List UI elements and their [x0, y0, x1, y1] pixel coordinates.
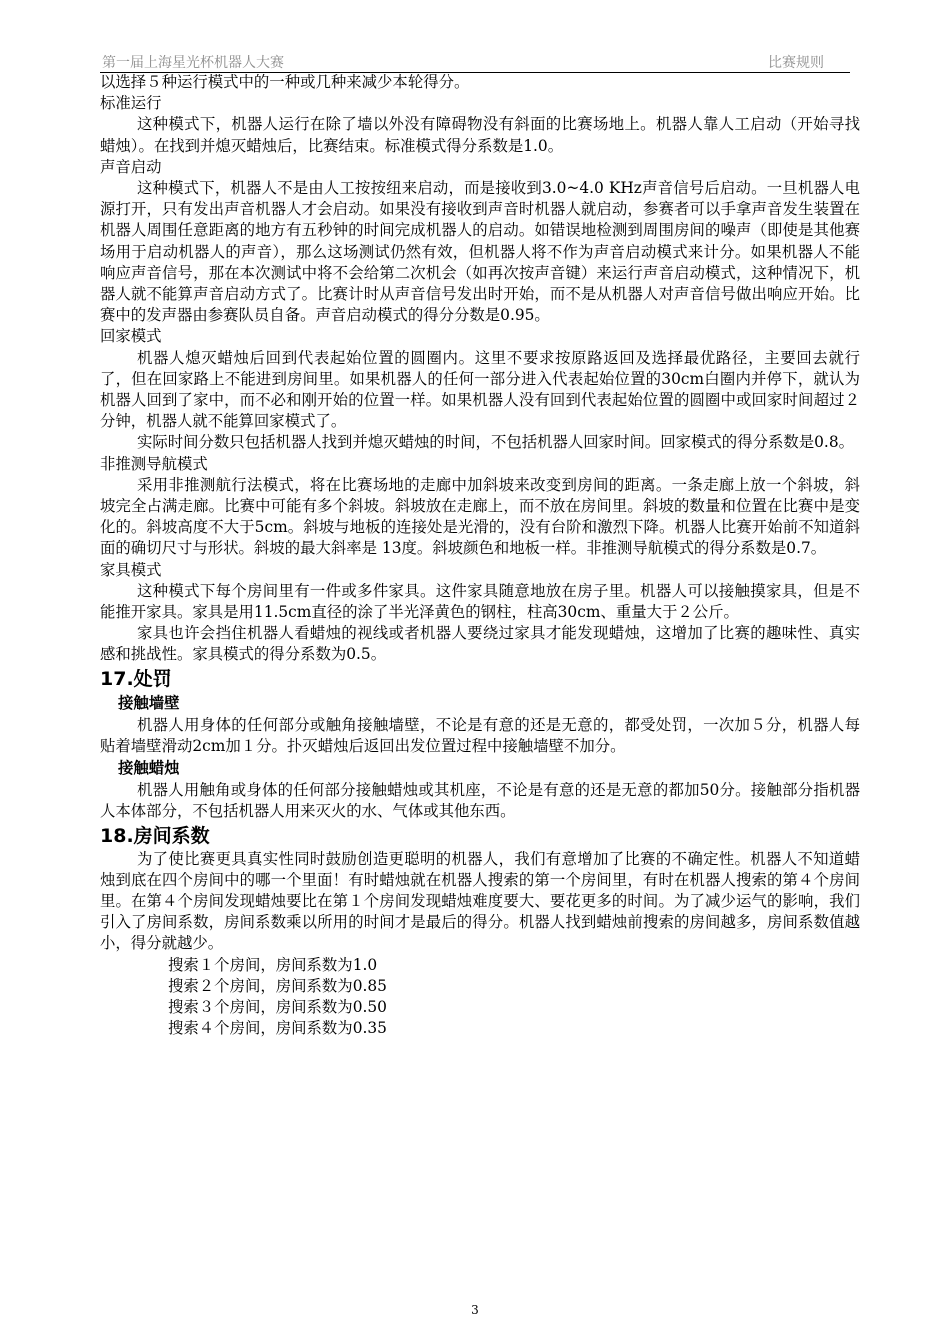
section-18-text: 为了使比赛更具真实性同时鼓励创造更聪明的机器人，我们有意增加了比赛的不确定性。机器人不知道蜡烛到底在四个房间中的哪一个里面！有时蜡烛就在机器人搜索的第一个房间里，有时在机器人搜索的第４个房间里。在第４个房间发现蜡烛要比在第１个房间发现蜡烛难度要大、要花更多的时间。为了减少运气的影响，我们引入了房间系数，房间系数乘以所用的时间才是最后的得分。机器人找到蜡烛前搜索的房间越多，房间系数值越小，得分就越少。 [100, 849, 860, 953]
mode-title-nondead: 非推测导航模式 [100, 454, 208, 473]
mode-text-standard: 这种模式下，机器人运行在除了墙以外没有障碍物没有斜面的比赛场地上。机器人靠人工启动（开始寻找蜡烛）。在找到并熄灭蜡烛后，比赛结束。标准模式得分系数是1.0。 [100, 115, 860, 155]
subsection-candle-title: 接触蜡烛 [118, 759, 180, 778]
mode-text-furniture-2: 家具也许会挡住机器人看蜡烛的视线或者机器人要绕过家具才能发现蜡烛，这增加了比赛的趣味性、真实感和挑战性。家具模式的得分系数为0.5。 [100, 624, 860, 664]
room-factor-list [100, 955, 860, 1040]
header-section: 比赛规则 [768, 55, 824, 71]
mode-title-return: 回家模式 [100, 327, 162, 346]
mode-text-return-1: 机器人熄灭蜡烛后回到代表起始位置的圆圈内。这里不要求按原路返回及选择最优路径，主要回去就行了，但在回家路上不能进到房间里。如果机器人的任何一部分进入代表起始位置的30cm白圈内并停下，就认为机器人回到了家中，而不必和刚开始的位置一样。如果机器人没有回到代表起始位置的圆圈中或回家时间超过２分钟，机器人就不能算回家模式了。 [100, 348, 860, 431]
subsection-candle-text: 机器人用触角或身体的任何部分接触蜡烛或其机座，不论是有意的还是无意的都加50分。接触部分指机器人本体部分，不包括机器人用来灭火的水、气体或其他东西。 [100, 781, 860, 821]
mode-text-nondead: 采用非推测航行法模式，将在比赛场地的走廊中加斜坡来改变到房间的距离。一条走廊上放一个斜坡，斜坡完全占满走廊。比赛中可能有多个斜坡。斜坡放在走廊上，而不放在房间里。斜坡的数量和位置在比赛中是变化的。斜坡高度不大于5cm。斜坡与地板的连接处是光滑的，没有台阶和激烈下降。机器人比赛开始前不知道斜面的确切尺寸与形状。斜坡的最大斜率是 13度。斜坡颜色和地板一样。非推测导航模式的得分系数是0.7。 [100, 475, 860, 558]
subsection-wall-text: 机器人用身体的任何部分或触角接触墙壁，不论是有意的还是无意的，都受处罚，一次加５分，机器人每贴着墙壁滑动2cm加１分。扑灭蜡烛后返回出发位置过程中接触墙壁不加分。 [100, 715, 860, 755]
list-item: 搜索３个房间，房间系数为0.50 [168, 997, 387, 1016]
header-title: 第一届上海星光杯机器人大赛 [102, 55, 284, 71]
list-item: 搜索２个房间，房间系数为0.85 [168, 976, 387, 995]
page-header [100, 50, 850, 73]
subsection-wall-title: 接触墙壁 [118, 693, 180, 712]
section-17-title: 17.处罚 [100, 667, 172, 690]
mode-title-sound: 声音启动 [100, 157, 162, 176]
section-18-title: 18.房间系数 [100, 824, 210, 847]
mode-text-sound: 这种模式下，机器人不是由人工按按纽来启动，而是接收到3.0~4.0 KHz声音信号后启动。一旦机器人电源打开，只有发出声音机器人才会启动。如果没有接收到声音时机器人就启动，参赛者可以手拿声音发生装置在机器人周围任意距离的地方有五秒钟的时间完成机器人的启动。如错误地检测到周围房间的噪声（即使是其他赛场用于启动机器人的声音），那么这场测试仍然有效，但机器人将不作为声音启动模式来计分。如果机器人不能响应声音信号，那在本次测试中将不会给第二次机会（如再次按声音键）来运行声音启动模式，这种情况下，机器人就不能算声音启动方式了。比赛计时从声音信号发出时开始，而不是从机器人对声音信号做出响应开始。比赛中的发声器由参赛队员自备。声音启动模式的得分分数是0.95。 [100, 179, 860, 325]
page-body [100, 72, 860, 1039]
mode-text-furniture-1: 这种模式下每个房间里有一件或多件家具。这件家具随意地放在房子里。机器人可以接触摸家具，但是不能推开家具。家具是用11.5cm直径的涂了半光泽黄色的钢柱，柱高30cm、重量大于２公斤。 [100, 581, 860, 622]
page-number: 3 [471, 1303, 479, 1317]
list-item: 搜索４个房间，房间系数为0.35 [168, 1019, 387, 1038]
mode-title-standard: 标准运行 [100, 94, 162, 113]
list-item: 搜索１个房间，房间系数为1.0 [168, 955, 378, 974]
mode-title-furniture: 家具模式 [100, 560, 162, 579]
intro-text: 以选择５种运行模式中的一种或几种来减少本轮得分。 [100, 73, 470, 91]
mode-text-return-2: 实际时间分数只包括机器人找到并熄灭蜡烛的时间，不包括机器人回家时间。回家模式的得分系数是0.8。 [136, 433, 855, 452]
